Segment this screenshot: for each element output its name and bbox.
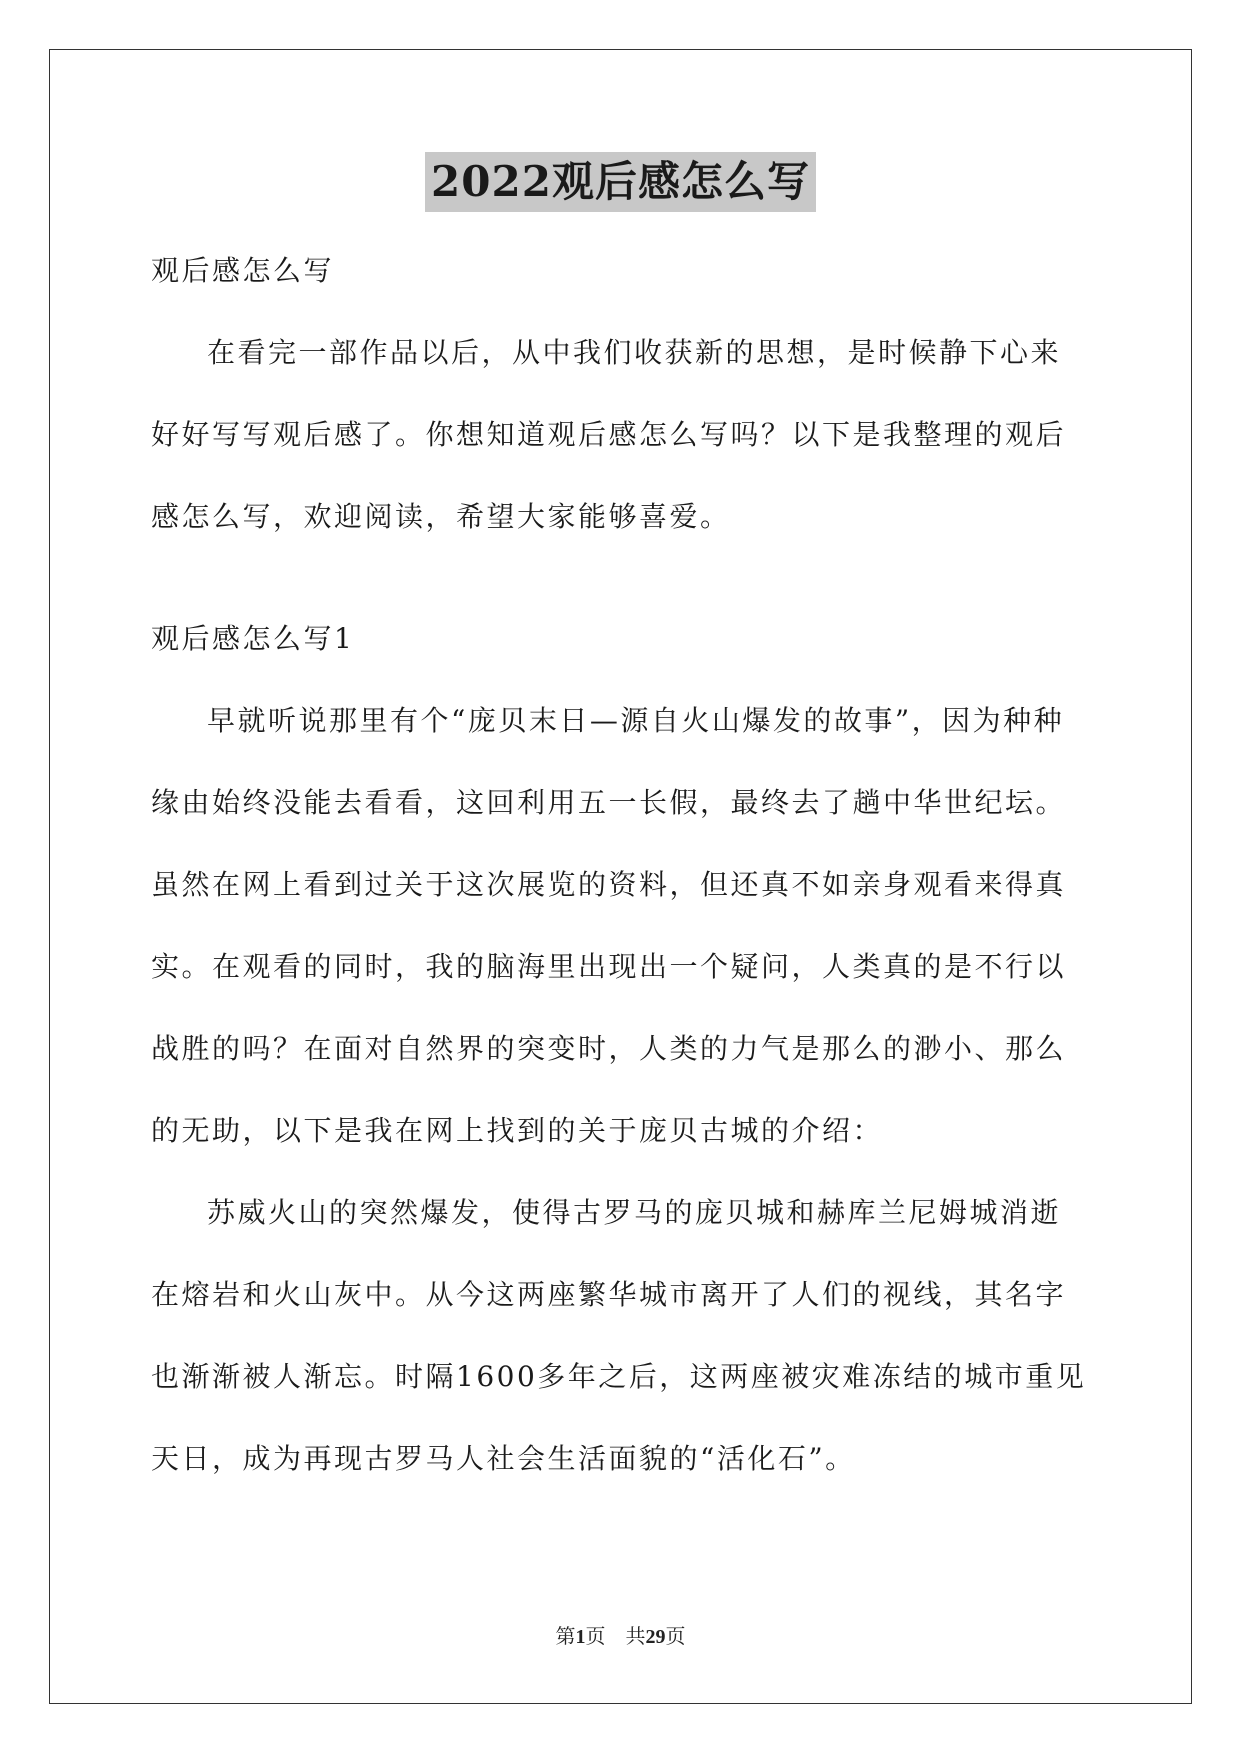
document-body xyxy=(151,230,1091,1500)
title-container xyxy=(0,152,1241,212)
page-total: 29 xyxy=(645,1626,666,1648)
main-heading: 观后感怎么写 xyxy=(151,254,335,287)
section-spacer xyxy=(151,558,1091,598)
section-heading: 观后感怎么写1 xyxy=(151,622,355,655)
intro-paragraph: 在看完一部作品以后，从中我们收获新的思想，是时候静下心来好好写写观后感了。你想知道观后感怎么写吗？以下是我整理的观后感怎么写，欢迎阅读，希望大家能够喜爱。 xyxy=(151,336,1067,533)
document-title: 2022观后感怎么写 xyxy=(425,152,816,212)
body-paragraph-1: 早就听说那里有个“庞贝末日—源自火山爆发的故事”，因为种种缘由始终没能去看看，这回利用五一长假，最终去了趟中华世纪坛。虽然在网上看到过关于这次展览的资料，但还真不如亲身观看来得真实。在观看的同时，我的脑海里出现出一个疑问，人类真的是不行以战胜的吗？在面对自然界的突变时，人类的力气是那么的渺小、那么的无助，以下是我在网上找到的关于庞贝古城的介绍： xyxy=(151,704,1067,1147)
page-prefix: 第 xyxy=(555,1624,576,1648)
page-suffix: 页 xyxy=(585,1624,606,1648)
total-suffix: 页 xyxy=(665,1624,686,1648)
body-paragraph-2: 苏威火山的突然爆发，使得古罗马的庞贝城和赫库兰尼姆城消逝在熔岩和火山灰中。从今这两座繁华城市离开了人们的视线，其名字也渐渐被人渐忘。时隔1600多年之后，这两座被灾难冻结的城市重见天日，成为再现古罗马人社会生活面貌的“活化石”。 xyxy=(151,1196,1087,1475)
total-prefix: 共 xyxy=(625,1624,646,1648)
page-footer xyxy=(0,1622,1241,1651)
page-current: 1 xyxy=(575,1626,586,1648)
